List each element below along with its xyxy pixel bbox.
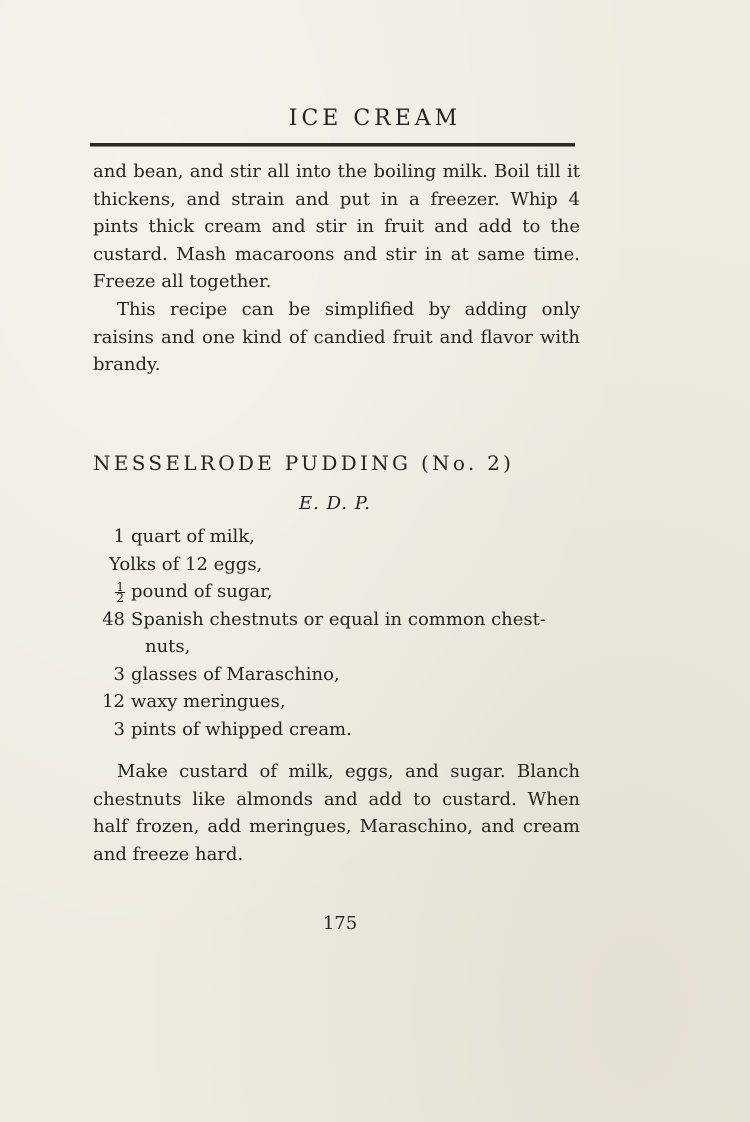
note-paragraph: This recipe can be simplified by adding only raisins and one kind of candied fruit and flavor with brandy.	[93, 299, 580, 375]
running-head: ICE CREAM	[288, 106, 462, 131]
ingredient-item	[93, 551, 580, 579]
recipe-source: E. D. P.	[298, 493, 371, 514]
ingredient-item	[93, 523, 580, 551]
ingredient-item	[93, 661, 580, 689]
ingredient-text: waxy meringues,	[131, 691, 286, 712]
ingredient-text-continuation: nuts,	[145, 636, 191, 657]
recipe-title: NESSELRODE PUDDING (No. 2)	[93, 451, 515, 475]
ingredient-quantity: 3	[113, 718, 125, 740]
method-paragraph-block	[93, 758, 580, 868]
page-number: 175	[322, 913, 358, 934]
ingredient-item	[93, 578, 580, 606]
ingredient-quantity	[93, 551, 103, 579]
header-rule	[90, 143, 575, 147]
ingredient-quantity: 48	[102, 608, 125, 630]
method-paragraph: Make custard of milk, eggs, and sugar. Blanch chestnuts like almonds and add to custard. When half frozen, add meringues, Maraschino, and cream and freeze hard.	[93, 761, 580, 865]
ingredient-item	[93, 606, 580, 661]
continued-paragraph: and bean, and stir all into the boiling milk. Boil till it thickens, and strain and put in a freezer. Whip 4 pints thick cream and stir in fruit and add to the custard. Mash macaroons and stir in at same time. Freeze all together.	[93, 161, 580, 292]
ingredient-quantity: 1	[113, 526, 125, 547]
ingredient-text: glasses of Maraschino,	[131, 663, 340, 685]
ingredient-quantity: 12	[102, 691, 125, 712]
fraction	[115, 579, 125, 605]
ingredient-list	[93, 523, 580, 743]
ingredient-text: quart of milk,	[131, 526, 255, 547]
fraction-numerator: 1	[116, 579, 124, 594]
ingredient-quantity-fraction	[93, 578, 125, 606]
continued-paragraph-block	[93, 158, 580, 296]
ingredient-text-wrapped	[125, 606, 580, 661]
ingredient-text: Yolks of 12 eggs,	[109, 553, 263, 575]
ingredient-text: Spanish chestnuts or equal in common chest-	[131, 608, 546, 630]
ingredient-quantity: 3	[113, 663, 125, 685]
ingredient-text: pints of whipped cream.	[131, 718, 352, 740]
ingredient-text: pound of sugar,	[131, 581, 273, 602]
ingredient-item	[93, 716, 580, 744]
fraction-denominator: 2	[116, 590, 124, 605]
note-paragraph-block	[93, 296, 580, 379]
ingredient-item	[93, 688, 580, 716]
